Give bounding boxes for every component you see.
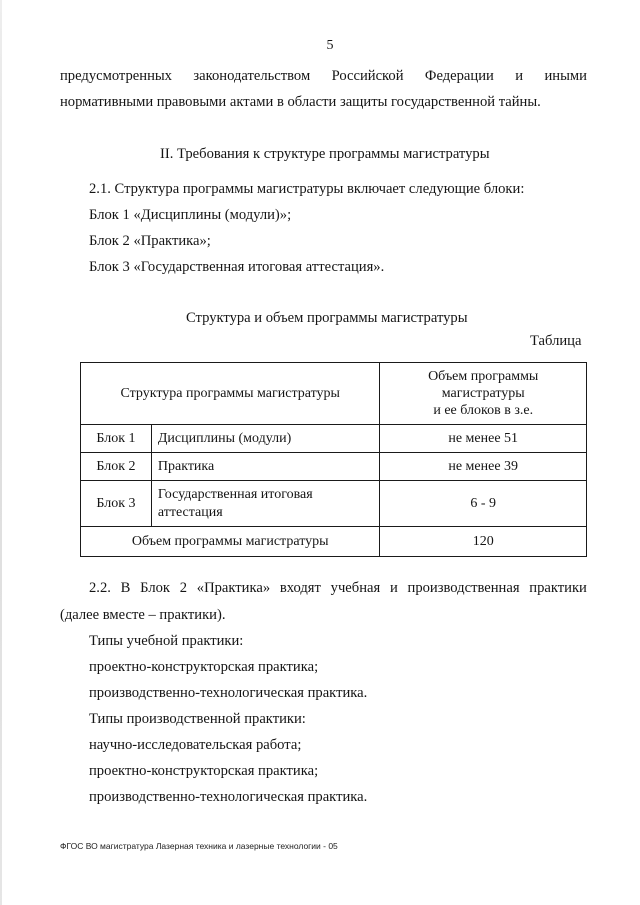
word: Российской <box>331 68 404 84</box>
paragraph-2-1: 2.1. Структура программы магистратуры включает следующие блоки: <box>89 181 525 197</box>
section-heading: II. Требования к структуре программы магистратуры <box>160 146 490 162</box>
word: учебная <box>330 580 381 596</box>
name-line: аттестация <box>157 504 223 520</box>
header-volume-line: и ее блоков в з.е. <box>433 403 534 418</box>
list-item: Типы производственной практики: <box>89 711 306 727</box>
block-cell: Блок 2 <box>81 453 152 481</box>
word: Федерации <box>424 68 494 84</box>
name-cell: Дисциплины (модули) <box>151 425 380 453</box>
program-structure-table <box>80 362 587 557</box>
word: практики <box>529 580 587 596</box>
total-value: 120 <box>380 527 587 557</box>
word: В <box>120 580 131 596</box>
total-label: Объем программы магистратуры <box>81 527 380 557</box>
word: 2.2. <box>89 580 111 596</box>
table-row <box>81 425 587 453</box>
word: законодательством <box>193 68 311 84</box>
word: «Практика» <box>196 580 271 596</box>
table-header-row <box>81 363 587 425</box>
header-volume <box>380 363 587 425</box>
word: и <box>389 580 398 596</box>
list-item: научно-исследовательская работа; <box>89 737 302 753</box>
paragraph-line-justified <box>89 580 587 597</box>
paragraph-line-justified <box>60 68 587 85</box>
list-item: Блок 3 «Государственная итоговая аттестация». <box>89 259 385 275</box>
list-item: Блок 2 «Практика»; <box>89 233 211 249</box>
volume-cell: не менее 51 <box>380 425 587 453</box>
header-volume-line: магистратуры <box>441 386 525 401</box>
page-footer: ФГОС ВО магистратура Лазерная техника и лазерные технологии - 05 <box>60 841 338 851</box>
name-line: Государственная итоговая <box>157 486 313 502</box>
volume-cell: 6 - 9 <box>380 481 587 527</box>
header-structure: Структура программы магистратуры <box>81 363 380 425</box>
list-item: Блок 1 «Дисциплины (модули)»; <box>89 207 292 223</box>
table-title: Структура и объем программы магистратуры <box>186 310 468 326</box>
list-item: Типы учебной практики: <box>89 633 244 649</box>
block-cell: Блок 3 <box>81 481 152 527</box>
scan-edge <box>0 0 2 905</box>
word: 2 <box>179 580 188 596</box>
table-row <box>81 481 587 527</box>
name-cell <box>151 481 380 527</box>
page-number: 5 <box>326 38 334 53</box>
block-cell: Блок 1 <box>81 425 152 453</box>
table-row <box>81 453 587 481</box>
list-item: проектно-конструкторская практика; <box>89 659 319 675</box>
table-total-row <box>81 527 587 557</box>
paragraph-line: нормативными правовыми актами в области защиты государственной тайны. <box>60 94 541 110</box>
word: производственная <box>407 580 520 596</box>
word: предусмотренных <box>60 68 172 84</box>
word: и <box>515 68 524 84</box>
word: Блок <box>140 580 170 596</box>
word: входят <box>279 580 321 596</box>
volume-cell: не менее 39 <box>380 453 587 481</box>
header-volume-line: Объем программы <box>428 369 539 384</box>
name-cell: Практика <box>151 453 380 481</box>
word: иными <box>544 68 587 84</box>
table-label: Таблица <box>530 333 582 349</box>
paragraph-line: (далее вместе – практики). <box>60 607 226 623</box>
list-item: производственно-технологическая практика. <box>89 789 368 805</box>
list-item: производственно-технологическая практика. <box>89 685 368 701</box>
list-item: проектно-конструкторская практика; <box>89 763 319 779</box>
